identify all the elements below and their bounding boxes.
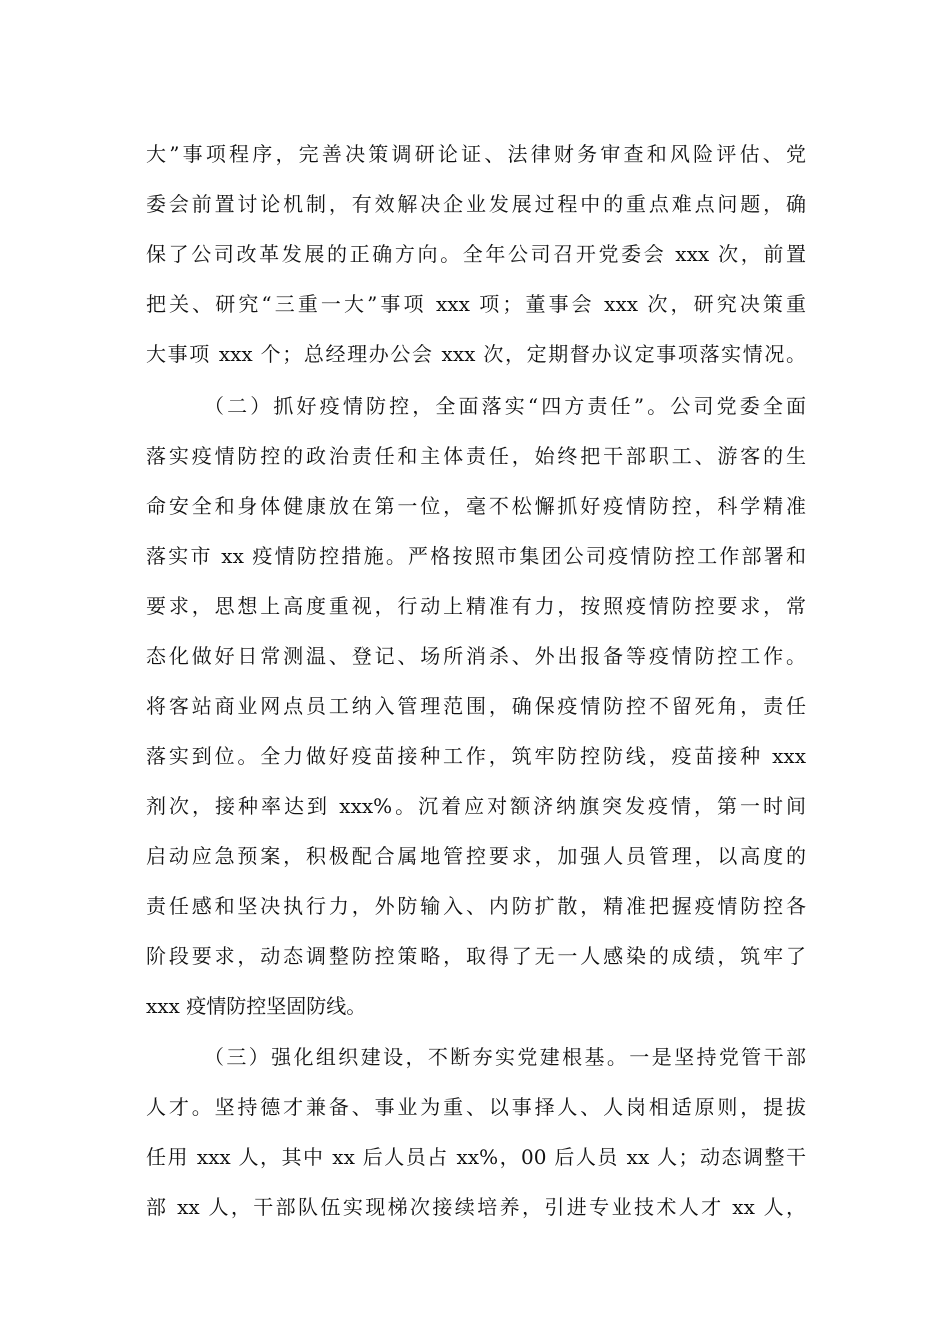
text-line: 大事项 xxx 个；总经理办公会 xxx 次，定期督办议定事项落实情况。 <box>146 342 806 366</box>
text-line: 要求，思想上高度重视，行动上精准有力，按照疫情防控要求，常 <box>146 594 806 618</box>
text-line: 落实疫情防控的政治责任和主体责任，始终把干部职工、游客的生 <box>146 444 806 468</box>
section-heading-line: （三）强化组织建设，不断夯实党建根基。一是坚持党管干部 <box>204 1045 806 1069</box>
text-line: 将客站商业网点员工纳入管理范围，确保疫情防控不留死角，责任 <box>146 694 806 718</box>
text-line: 把关、研究“三重一大”事项 xxx 项；董事会 xxx 次，研究决策重 <box>146 292 806 316</box>
text-line: 阶段要求，动态调整防控策略，取得了无一人感染的成绩，筑牢了 <box>146 944 806 968</box>
text-line: 命安全和身体健康放在第一位，毫不松懈抓好疫情防控，科学精准 <box>146 494 806 518</box>
text-line: 落实市 xx 疫情防控措施。严格按照市集团公司疫情防控工作部署和 <box>146 544 806 568</box>
section-heading-line: （二）抓好疫情防控，全面落实“四方责任”。公司党委全面 <box>204 394 806 418</box>
text-line: 委会前置讨论机制，有效解决企业发展过程中的重点难点问题，确 <box>146 192 806 216</box>
text-line: 部 xx 人，干部队伍实现梯次接续培养，引进专业技术人才 xx 人， <box>146 1195 806 1219</box>
text-line: 落实到位。全力做好疫苗接种工作，筑牢防控防线，疫苗接种 xxx <box>146 744 806 768</box>
text-line: xxx 疫情防控坚固防线。 <box>146 994 367 1018</box>
text-line: 态化做好日常测温、登记、场所消杀、外出报备等疫情防控工作。 <box>146 644 806 668</box>
text-line: 剂次，接种率达到 xxx%。沉着应对额济纳旗突发疫情，第一时间 <box>146 794 806 818</box>
text-line: 人才。坚持德才兼备、事业为重、以事择人、人岗相适原则，提拔 <box>146 1095 806 1119</box>
text-line: 任用 xxx 人，其中 xx 后人员占 xx%，00 后人员 xx 人；动态调整干 <box>146 1145 806 1169</box>
text-line: 启动应急预案，积极配合属地管控要求，加强人员管理，以高度的 <box>146 844 806 868</box>
text-line: 保了公司改革发展的正确方向。全年公司召开党委会 xxx 次，前置 <box>146 242 806 266</box>
text-line: 大”事项程序，完善决策调研论证、法律财务审查和风险评估、党 <box>146 142 806 166</box>
text-line: 责任感和坚决执行力，外防输入、内防扩散，精准把握疫情防控各 <box>146 894 806 918</box>
